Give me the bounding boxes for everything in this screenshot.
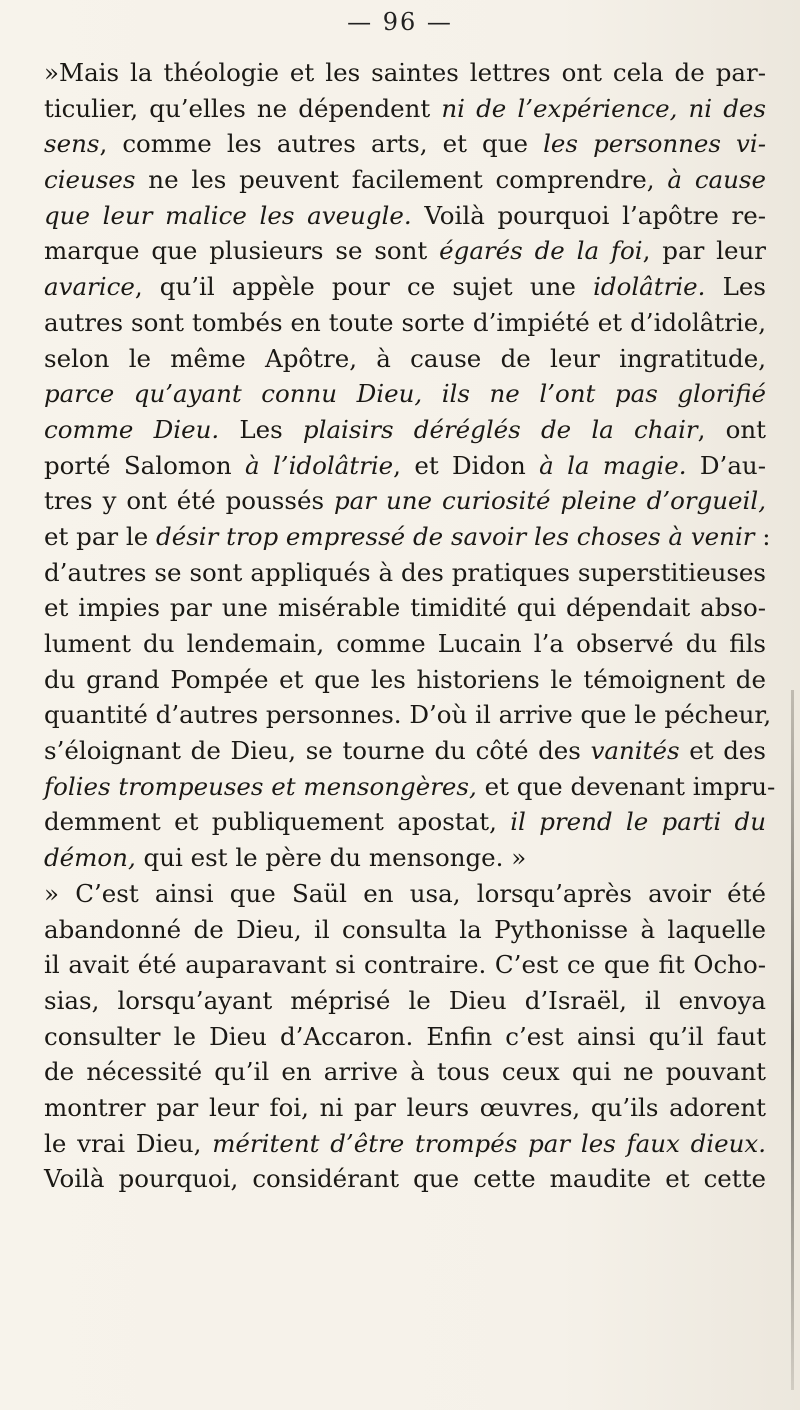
text-line-18: du grand Pompée et que les historiens le témoignent de: [44, 664, 766, 694]
text-line-19: quantité d’autres personnes. D’où il arrive que le pécheur,: [44, 700, 772, 730]
text-line-24: » C’est ainsi que Saül en usa, lorsqu’après avoir été: [44, 878, 766, 908]
text-line-8: autres sont tombés en toute sorte d’impiété et d’idolâtrie,: [44, 307, 766, 337]
text-line-31: le vrai Dieu, méritent d’être trompés par les faux dieux.: [44, 1128, 766, 1158]
text-line-12: porté Salomon à l’idolâtrie, et Didon à la magie. D’au-: [44, 450, 766, 480]
text-line-9: selon le même Apôtre, à cause de leur ingratitude,: [44, 343, 766, 373]
text-line-3: sens, comme les autres arts, et que les personnes vi-: [44, 129, 766, 159]
text-line-22: demment et publiquement apostat, il prend le parti du: [44, 807, 766, 837]
text-line-29: de nécessité qu’il en arrive à tous ceux qui ne pouvant: [44, 1057, 766, 1087]
text-line-14: et par le désir trop empressé de savoir les choses à venir :: [44, 521, 771, 551]
text-line-13: tres y ont été poussés par une curiosité pleine d’orgueil,: [44, 486, 766, 516]
text-line-15: d’autres se sont appliqués à des pratiques superstitieuses: [44, 557, 766, 587]
body-text: [44, 55, 776, 1197]
text-line-11: comme Dieu. Les plaisirs déréglés de la chair, ont: [44, 414, 766, 444]
text-line-10: parce qu’ayant connu Dieu, ils ne l’ont pas glorifié: [44, 379, 766, 409]
text-line-23: démon, qui est le père du mensonge. »: [44, 843, 527, 873]
text-line-7: avarice, qu’il appèle pour ce sujet une idolâtrie. Les: [44, 272, 766, 302]
text-line-4: cieuses ne les peuvent facilement comprendre, à cause: [44, 165, 766, 195]
text-line-32: Voilà pourquoi, considérant que cette maudite et cette: [44, 1164, 766, 1194]
text-line-25: abandonné de Dieu, il consulta la Pythonisse à laquelle: [44, 914, 766, 944]
text-line-27: sias, lorsqu’ayant méprisé le Dieu d’Israël, il envoya: [44, 985, 766, 1015]
text-line-1: »Mais la théologie et les saintes lettres ont cela de par-: [44, 58, 766, 87]
page-edge-shadow: [791, 690, 794, 1390]
text-line-16: et impies par une misérable timidité qui dépendait abso-: [44, 593, 766, 623]
text-line-5: que leur malice les aveugle. Voilà pourquoi l’apôtre re-: [44, 200, 767, 230]
text-line-26: il avait été auparavant si contraire. C’est ce que fit Ocho-: [44, 950, 766, 980]
text-line-17: lument du lendemain, comme Lucain l’a observé du fils: [44, 629, 766, 658]
text-line-6: marque que plusieurs se sont égarés de la foi, par leur: [44, 236, 766, 266]
text-line-2: ticulier, qu’elles ne dépendent ni de l’expérience, ni des: [44, 93, 766, 123]
page-number: — 96 —: [347, 8, 453, 36]
text-line-21: folies trompeuses et mensongères, et que devenant impru-: [44, 771, 776, 801]
text-line-28: consulter le Dieu d’Accaron. Enfin c’est ainsi qu’il faut: [44, 1021, 766, 1051]
text-line-30: montrer par leur foi, ni par leurs œuvres, qu’ils adorent: [44, 1092, 766, 1122]
text-line-20: s’éloignant de Dieu, se tourne du côté des vanités et des: [44, 736, 766, 766]
